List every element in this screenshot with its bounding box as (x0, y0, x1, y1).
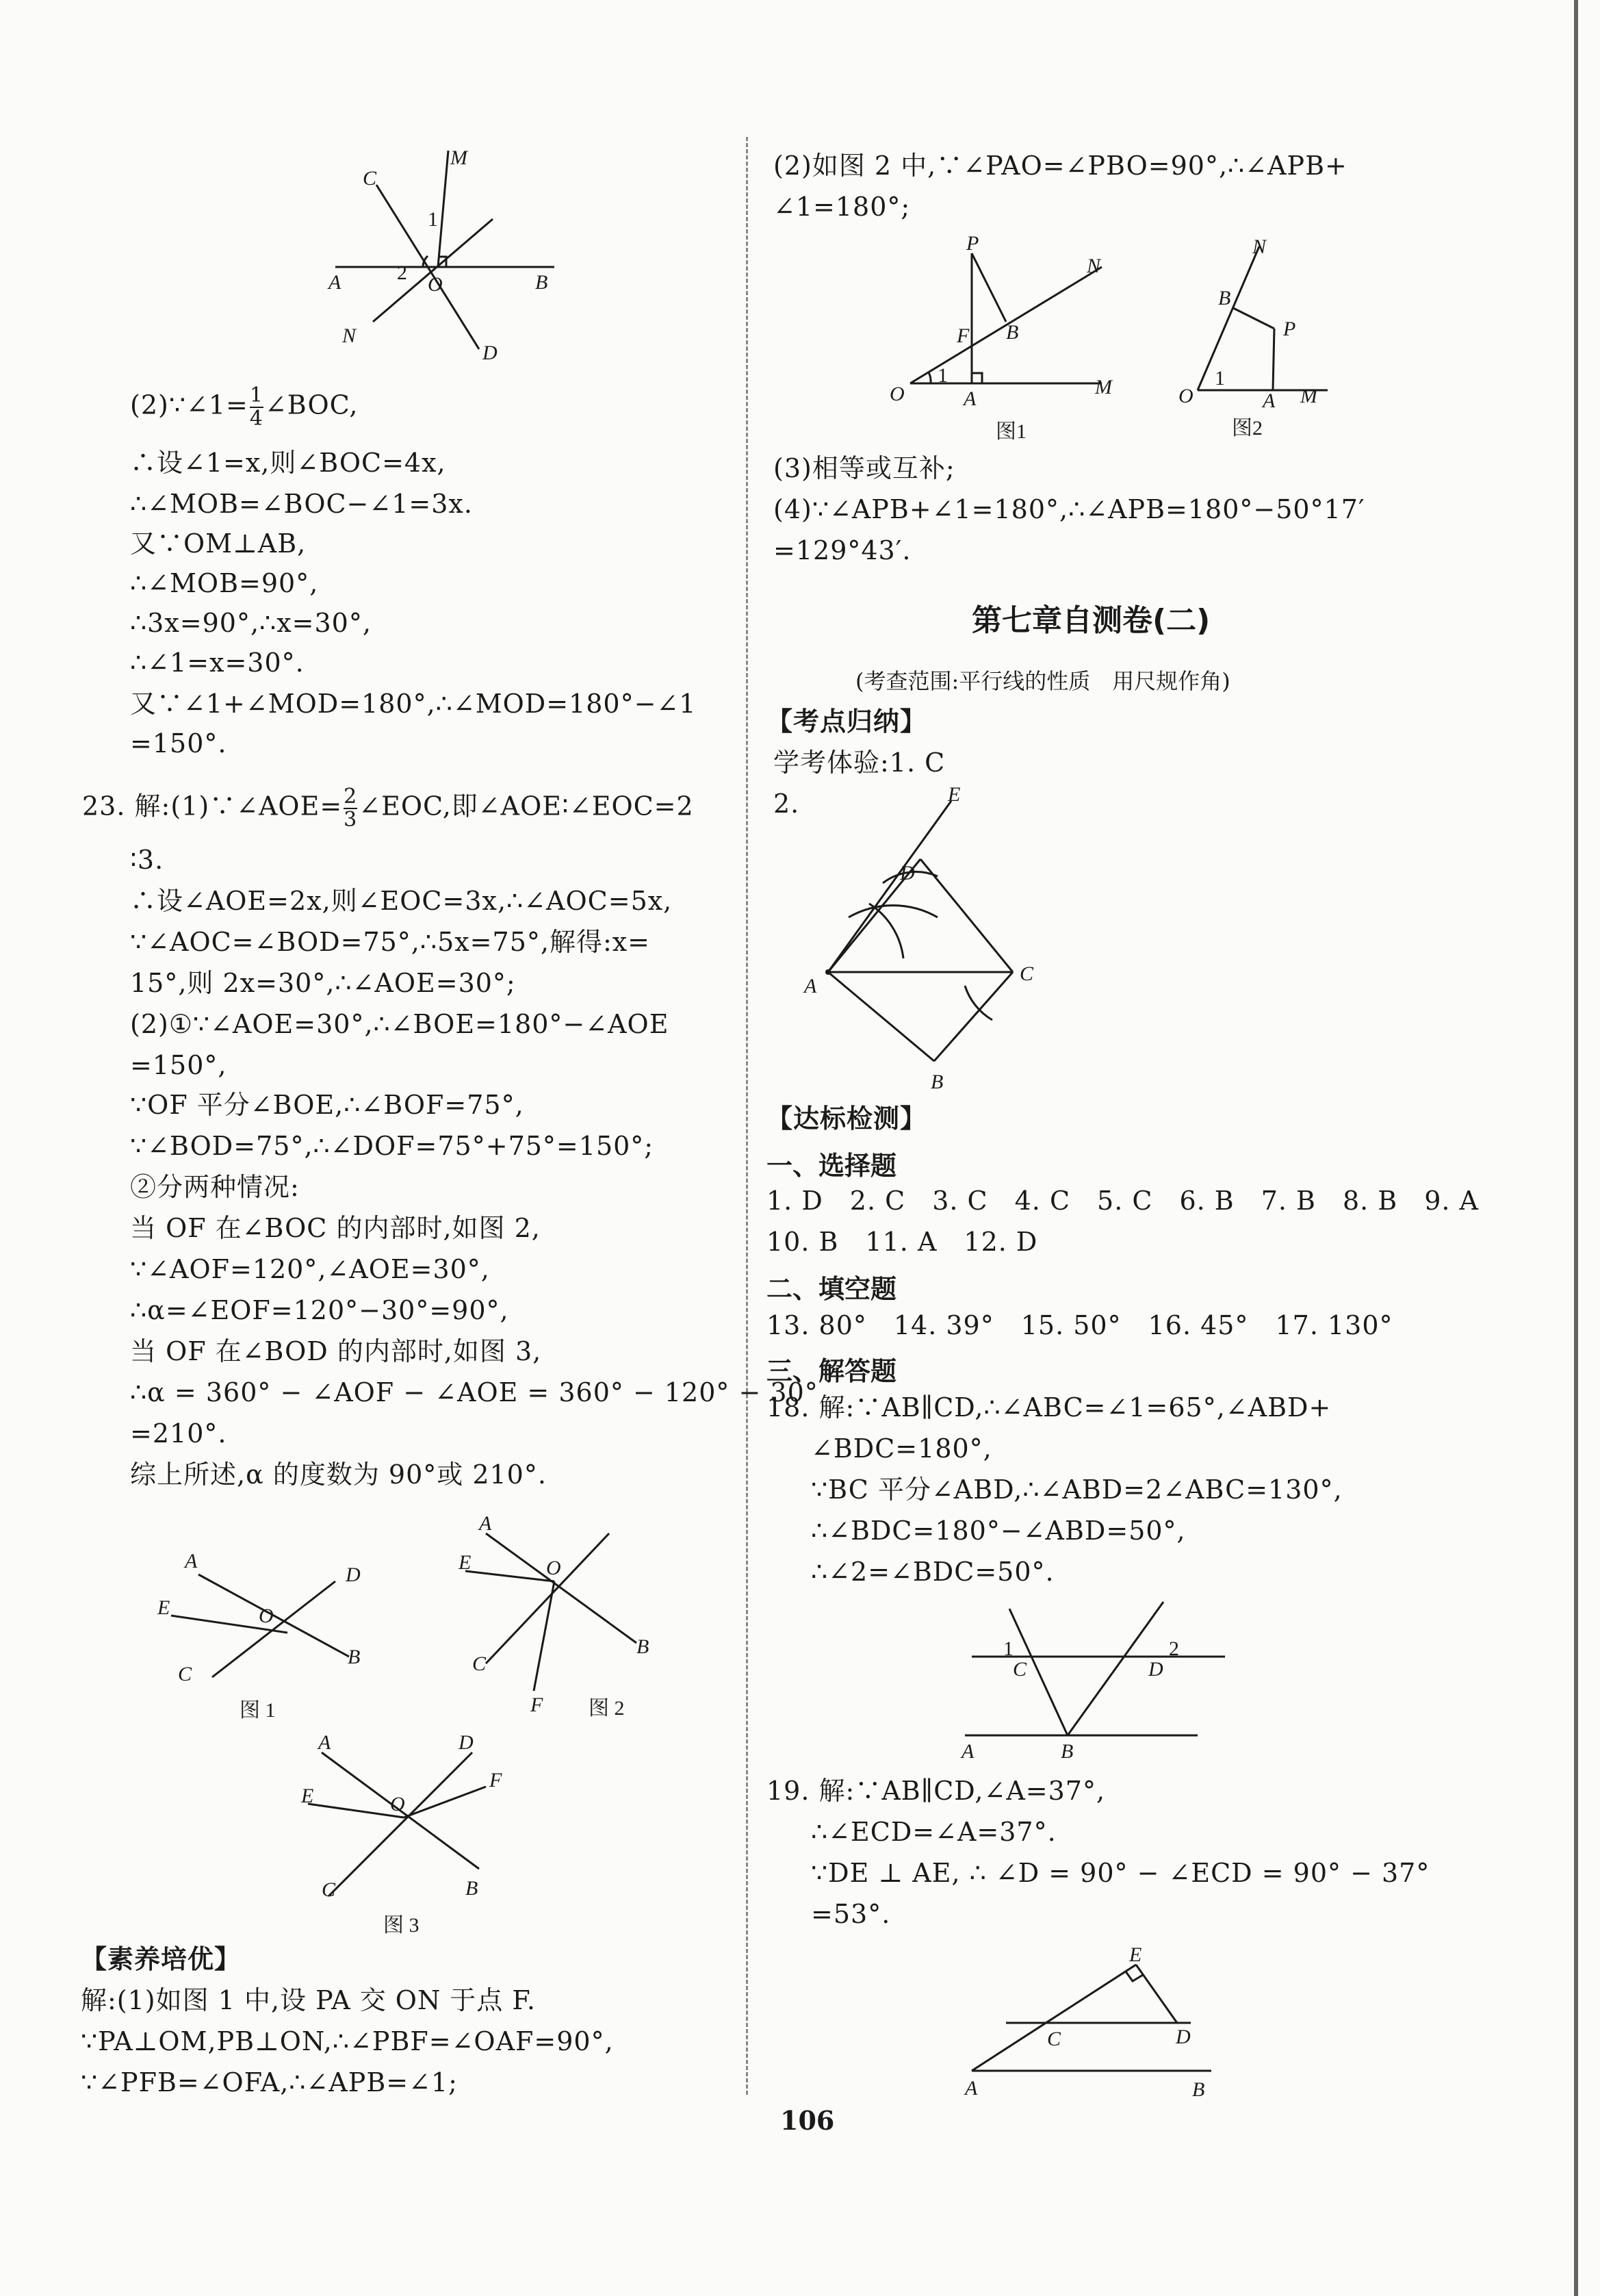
q22-line4: 又∵OM⊥AB, (130, 528, 307, 559)
q23-line3: ∴设∠AOE=2x,则∠EOC=3x,∴∠AOC=5x, (130, 886, 673, 916)
svg-text:M: M (450, 146, 467, 169)
suyang-line1: 解:(1)如图 1 中,设 PA 交 ON 于点 F. (81, 1985, 536, 2015)
svg-text:1: 1 (1215, 367, 1225, 390)
fraction: $\frac{1}{4}$ (249, 383, 263, 431)
svg-text:E: E (459, 1551, 472, 1574)
q22-line7: ∴∠1=x=30°. (130, 648, 305, 678)
svg-text:O: O (390, 1793, 405, 1815)
q23-line5: 15°,则 2x=30°,∴∠AOE=30°; (130, 968, 516, 998)
section-kaodian: 【考点归纳】 (766, 706, 927, 737)
fig2-caption: 图 2 (589, 1697, 625, 1720)
svg-text:C: C (1013, 1658, 1027, 1681)
svg-text:O: O (890, 383, 905, 405)
r-line4: (4)∵∠APB+∠1=180°,∴∠APB=180°−50°17′ (773, 494, 1365, 524)
svg-text:C: C (472, 1653, 487, 1675)
page-edge-shadow (1574, 0, 1578, 2296)
q23-figure-3 (294, 1732, 541, 1951)
section-dabiao: 【达标检测】 (766, 1103, 927, 1134)
svg-text:E: E (1129, 1943, 1142, 1966)
section-choice: 一、选择题 (766, 1151, 897, 1181)
svg-text:B: B (636, 1635, 649, 1658)
svg-text:O: O (259, 1605, 274, 1627)
svg-text:B: B (1218, 287, 1231, 309)
svg-text:A: A (964, 387, 977, 410)
section-suyang: 【素养培优】 (81, 1943, 242, 1974)
svg-text:B: B (348, 1646, 361, 1668)
svg-text:2: 2 (1169, 1637, 1179, 1660)
svg-text:E: E (948, 783, 961, 806)
svg-text:2: 2 (397, 262, 407, 284)
xuekao-line: 学考体验:1. C (773, 748, 946, 778)
suyang-line3: ∵∠PFB=∠OFA,∴∠APB=∠1; (81, 2067, 458, 2097)
column-divider (746, 137, 748, 2095)
svg-text:B: B (1061, 1740, 1074, 1763)
q18-figure (958, 1595, 1239, 1766)
q23-line1: 23. 解:(1)∵∠AOE= $\frac{2}{3}$ ∠EOC,即∠AOE∶∠EOC=2 (82, 785, 694, 832)
q23-line7: =150°, (130, 1050, 227, 1080)
svg-text:F: F (530, 1694, 543, 1716)
choice-answers-1: 1. D 2. C 3. C 4. C 5. C 6. B 7. B 8. B 9. A (766, 1186, 1479, 1216)
svg-text:O: O (1178, 385, 1193, 407)
q19-figure (958, 1944, 1246, 2108)
r-fig1-caption: 图1 (996, 420, 1027, 443)
svg-text:B: B (1192, 2078, 1205, 2101)
q2-construction-figure (801, 783, 1047, 1093)
q23-line8: ∵OF 平分∠BOE,∴∠BOF=75°, (130, 1090, 524, 1120)
fill-answers: 13. 80° 14. 39° 15. 50° 16. 45° 17. 130° (766, 1310, 1393, 1340)
svg-text:D: D (1148, 1658, 1163, 1681)
q23-line6: (2)①∵∠AOE=30°,∴∠BOE=180°−∠AOE (130, 1009, 669, 1039)
r-line1: (2)如图 2 中,∵∠PAO=∠PBO=90°,∴∠APB+ (773, 151, 1347, 181)
q22-line6: ∴3x=90°,∴x=30°, (130, 608, 372, 638)
q23-line10: ②分两种情况: (130, 1172, 300, 1202)
r-fig2-caption: 图2 (1232, 417, 1263, 439)
svg-text:C: C (178, 1663, 192, 1685)
q22-line8: 又∵∠1+∠MOD=180°,∴∠MOD=180°−∠1 (130, 689, 697, 719)
svg-text:D: D (1176, 2026, 1191, 2048)
svg-text:A: A (479, 1512, 492, 1535)
q2-label: 2. (773, 789, 800, 819)
svg-text:B: B (931, 1071, 944, 1093)
svg-text:B: B (535, 271, 548, 294)
q23-figure-2 (452, 1506, 684, 1725)
r-line3: (3)相等或互补; (773, 453, 955, 483)
q23-line12: ∵∠AOF=120°,∠AOE=30°, (130, 1254, 490, 1284)
suyang-figure-1 (883, 233, 1136, 445)
q19-line2: ∴∠ECD=∠A=37°. (811, 1817, 1057, 1847)
svg-text:A: A (318, 1731, 331, 1754)
svg-text:E: E (301, 1785, 314, 1807)
q19-line1: 19. 解:∵AB∥CD,∠A=37°, (766, 1776, 1106, 1806)
q18-line1: 18. 解:∵AB∥CD,∴∠ABC=∠1=65°,∠ABD+ (766, 1392, 1332, 1423)
q19-line3: ∵DE ⊥ AE, ∴ ∠D = 90° − ∠ECD = 90° − 37° (811, 1858, 1430, 1888)
q23-line16: =210°. (130, 1418, 227, 1449)
r-line5: =129°43′. (773, 535, 912, 565)
svg-text:1: 1 (1003, 1637, 1014, 1660)
q22-line9: =150°. (130, 728, 227, 758)
svg-text:O: O (428, 273, 443, 296)
svg-text:P: P (966, 232, 979, 255)
q19-line4: =53°. (811, 1899, 891, 1929)
svg-text:A: A (804, 975, 817, 997)
figure-angles-top-left (322, 144, 582, 370)
svg-text:B: B (465, 1877, 478, 1900)
q22-line3: ∴∠MOB=∠BOC−∠1=3x. (130, 489, 473, 519)
svg-text:1: 1 (938, 364, 948, 387)
svg-text:A: A (962, 1740, 975, 1763)
section-answers: 三、解答题 (766, 1356, 897, 1386)
section-fill: 二、填空题 (766, 1274, 897, 1304)
chapter-title: 第七章自测卷(二) (972, 603, 1211, 638)
svg-text:D: D (900, 862, 915, 884)
q18-line2: ∠BDC=180°, (811, 1433, 992, 1464)
q18-line5: ∴∠2=∠BDC=50°. (811, 1557, 1055, 1587)
svg-text:N: N (342, 324, 357, 347)
svg-text:C: C (363, 167, 377, 190)
svg-text:C: C (1047, 2028, 1061, 2050)
svg-text:C: C (1020, 962, 1034, 985)
q23-line2: ∶3. (130, 845, 164, 875)
page-number: 106 (780, 2105, 835, 2136)
svg-text:B: B (1006, 321, 1019, 344)
svg-text:C: C (322, 1878, 336, 1901)
svg-text:O: O (546, 1557, 561, 1579)
suyang-figure-2 (1177, 233, 1403, 445)
svg-text:1: 1 (428, 208, 438, 231)
svg-text:P: P (1283, 318, 1296, 340)
q23-figure-1 (157, 1533, 390, 1725)
svg-text:F: F (489, 1769, 502, 1791)
svg-text:D: D (459, 1731, 474, 1754)
svg-text:A: A (328, 271, 341, 294)
q23-line4: ∵∠AOC=∠BOD=75°,∴5x=75°,解得:x= (130, 927, 651, 957)
q23-line17: 综上所述,α 的度数为 90°或 210°. (130, 1459, 547, 1490)
svg-text:F: F (957, 324, 970, 347)
q23-line14: 当 OF 在∠BOD 的内部时,如图 3, (130, 1336, 542, 1366)
q23-line13: ∴α=∠EOF=120°−30°=90°, (130, 1295, 509, 1325)
svg-text:M: M (1095, 376, 1112, 398)
fraction: $\frac{2}{3}$ (344, 785, 358, 832)
q23-line9: ∵∠BOD=75°,∴∠DOF=75°+75°=150°; (130, 1131, 654, 1161)
q22-line5: ∴∠MOB=90°, (130, 568, 319, 598)
svg-text:M: M (1300, 385, 1317, 407)
svg-text:D: D (346, 1564, 361, 1586)
svg-text:N: N (1252, 235, 1267, 258)
q22-line1: (2)∵∠1= $\frac{1}{4}$ ∠BOC, (130, 383, 359, 431)
q23-line15: ∴α = 360° − ∠AOF − ∠AOE = 360° − 120° − 30° (130, 1377, 818, 1407)
q23-line11: 当 OF 在∠BOC 的内部时,如图 2, (130, 1213, 541, 1243)
fig3-caption: 图 3 (383, 1914, 420, 1937)
choice-answers-2: 10. B 11. A 12. D (766, 1227, 1038, 1257)
chapter-scope: (考查范围:平行线的性质 用尺规作角) (855, 668, 1230, 694)
q18-line3: ∵BC 平分∠ABD,∴∠ABD=2∠ABC=130°, (811, 1475, 1343, 1505)
svg-text:D: D (482, 342, 498, 364)
svg-text:N: N (1087, 255, 1101, 277)
svg-text:A: A (965, 2077, 978, 2100)
svg-text:A: A (1263, 390, 1276, 412)
suyang-line2: ∵PA⊥OM,PB⊥ON,∴∠PBF=∠OAF=90°, (81, 2026, 614, 2056)
r-line2: ∠1=180°; (773, 192, 911, 222)
fig1-caption: 图 1 (240, 1699, 276, 1722)
q18-line4: ∴∠BDC=180°−∠ABD=50°, (811, 1516, 1186, 1546)
svg-text:A: A (185, 1550, 198, 1572)
q22-line2: ∴设∠1=x,则∠BOC=4x, (130, 448, 446, 478)
svg-text:E: E (157, 1596, 170, 1619)
